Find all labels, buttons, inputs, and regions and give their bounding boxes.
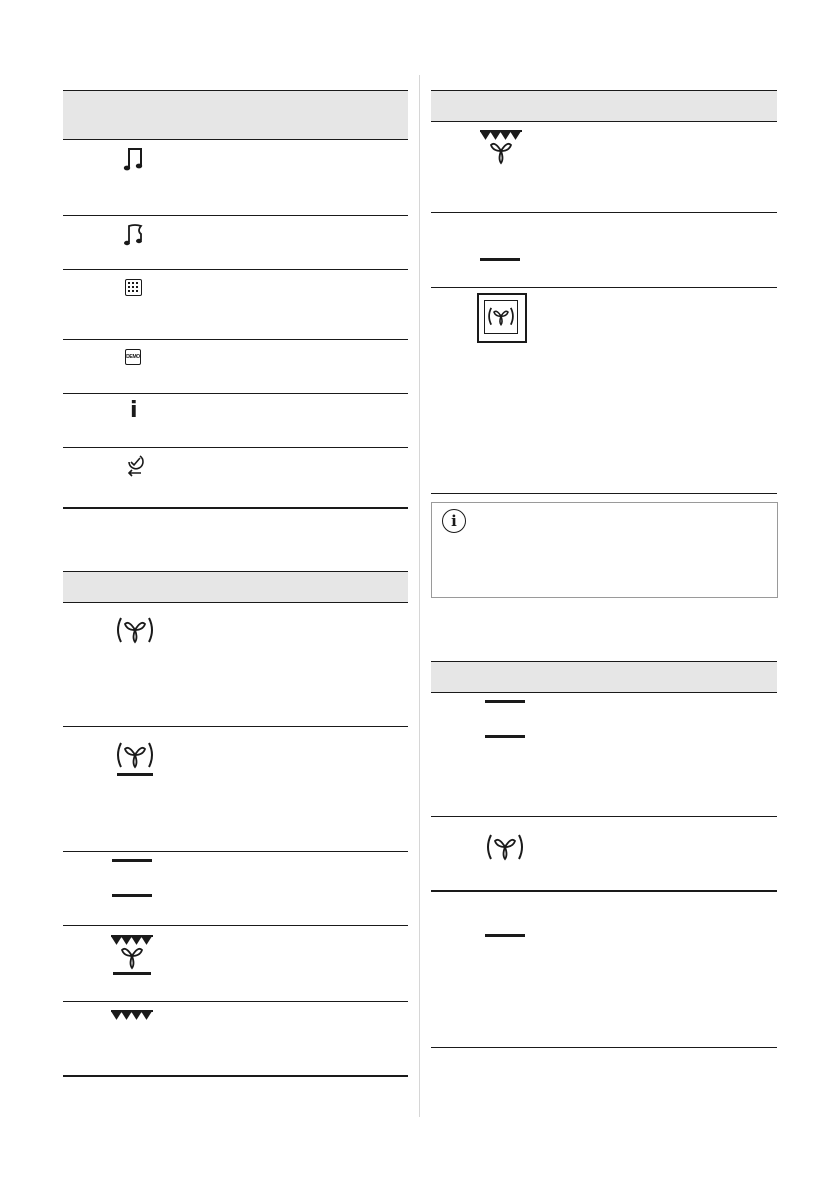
grill-fan-icon xyxy=(478,129,524,165)
table-header xyxy=(63,90,408,140)
music-note-icon xyxy=(123,145,149,173)
table-row xyxy=(431,817,777,891)
table-header xyxy=(431,661,777,693)
table-row xyxy=(431,692,777,817)
heating-functions-table-continued xyxy=(431,90,777,494)
bottom-heat-icon xyxy=(485,934,525,937)
table-row xyxy=(431,288,777,494)
grill-icon xyxy=(109,1009,155,1021)
fan-icon xyxy=(485,831,525,865)
table-row xyxy=(431,891,777,1048)
info-i-icon: i xyxy=(130,398,138,423)
table-row xyxy=(431,213,777,288)
table-row xyxy=(63,926,408,1002)
table-row xyxy=(63,139,408,216)
table-row xyxy=(63,448,408,509)
check-return-icon xyxy=(125,452,147,478)
info-icon: i xyxy=(442,509,466,533)
table-row xyxy=(63,270,408,340)
table-row xyxy=(63,852,408,926)
music-note-wavy-icon xyxy=(123,222,149,248)
table-header xyxy=(431,90,777,122)
bottom-heat-icon xyxy=(480,258,520,261)
table-row xyxy=(63,1002,408,1077)
table-row xyxy=(63,340,408,394)
demo-icon: DEMO xyxy=(125,349,141,365)
table-header xyxy=(63,571,408,603)
fan-icon xyxy=(115,614,155,648)
heating-functions-table-2 xyxy=(431,661,777,1051)
info-note xyxy=(431,502,778,598)
table-row xyxy=(431,121,777,213)
table-row xyxy=(63,216,408,270)
heating-functions-table xyxy=(63,571,408,1078)
grill-fan-bottom-icon xyxy=(109,934,155,978)
keypad-grid-icon xyxy=(125,279,142,296)
column-divider xyxy=(419,75,420,1117)
settings-table xyxy=(63,90,408,510)
table-row xyxy=(63,394,408,448)
fan-in-box-icon xyxy=(477,293,527,343)
table-row xyxy=(63,602,408,727)
fan-bottom-heat-icon xyxy=(115,739,155,779)
table-row xyxy=(63,727,408,852)
